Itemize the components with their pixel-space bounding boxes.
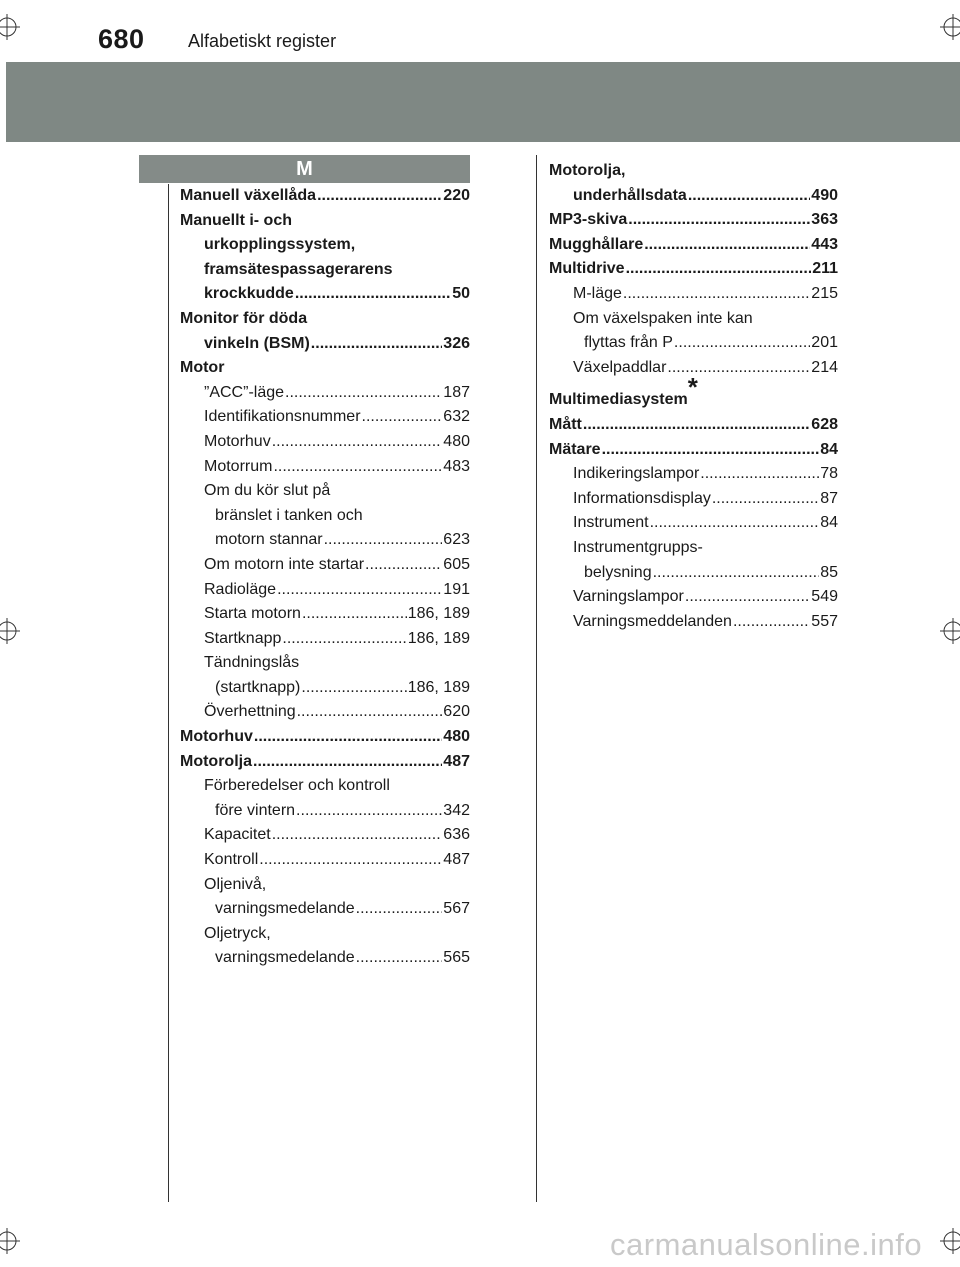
entry-page-number: 220 <box>443 187 470 204</box>
index-line: bränslet i tanken och <box>215 506 363 524</box>
entry-page-number: 326 <box>443 334 470 352</box>
entry-page-number: 186, 189 <box>407 605 470 623</box>
page-number: 680 <box>98 24 145 54</box>
entry-label: Kapacitet <box>204 826 271 844</box>
index-entry <box>549 462 838 487</box>
dot-leader <box>628 208 810 233</box>
index-line: Förberedelser och kontroll <box>204 777 390 795</box>
dot-leader <box>302 602 407 627</box>
index-line: Om växelspaken inte kan <box>573 309 753 327</box>
entry-label: Startknapp <box>204 629 282 647</box>
index-entry <box>180 184 470 209</box>
index-entry <box>180 430 470 455</box>
index-column-left <box>180 184 470 971</box>
entry-page-number: 605 <box>443 555 470 573</box>
index-line: Instrumentgrupps- <box>573 538 703 556</box>
entry-label: Mätare <box>549 440 601 458</box>
index-entry <box>180 282 470 307</box>
index-line: Monitor för döda <box>180 309 308 327</box>
index-entry <box>549 257 838 282</box>
entry-page-number: 187 <box>443 383 470 401</box>
entry-label: Varningsmeddelanden <box>573 612 732 630</box>
index-entry <box>549 585 838 610</box>
entry-page-number: 191 <box>443 580 470 598</box>
section-letter-bar <box>139 155 470 183</box>
index-entry <box>180 676 470 701</box>
index-column-right <box>549 159 838 634</box>
entry-page-number: 84 <box>820 514 838 532</box>
index-entry <box>180 627 470 652</box>
entry-page-number: 211 <box>812 260 838 278</box>
dot-leader <box>685 585 810 610</box>
index-entry <box>549 487 838 512</box>
index-entry <box>549 438 838 463</box>
index-entry <box>180 799 470 824</box>
index-entry <box>180 455 470 480</box>
entry-label: Multidrive <box>549 260 625 278</box>
index-entry <box>549 331 838 356</box>
header-banner <box>6 62 960 142</box>
index-heading <box>549 372 838 413</box>
entry-label: flyttas från P <box>584 334 673 352</box>
index-line: Motorolja, <box>549 162 626 179</box>
entry-label: varningsmedelande <box>215 949 355 967</box>
crop-mark-mid-left <box>0 618 20 644</box>
entry-page-number: 342 <box>443 801 470 819</box>
dot-leader <box>623 282 810 307</box>
entry-page-number: 620 <box>443 703 470 721</box>
index-line: Manuellt i- och <box>180 211 292 229</box>
right-column-rule <box>536 155 537 1202</box>
entry-page-number: 201 <box>811 334 838 352</box>
index-entry <box>180 553 470 578</box>
dot-leader <box>733 610 810 635</box>
index-entry <box>180 897 470 922</box>
index-entry <box>549 184 838 209</box>
page-header-title: Alfabetiskt register <box>188 31 337 51</box>
dot-leader <box>700 462 819 487</box>
entry-page-number: 557 <box>811 612 838 630</box>
entry-page-number: 78 <box>820 465 838 483</box>
dot-leader <box>356 897 443 922</box>
entry-page-number: 567 <box>443 900 470 918</box>
footnote-marker: * <box>687 372 698 403</box>
entry-page-number: 487 <box>443 851 470 869</box>
dot-leader <box>583 413 810 438</box>
index-line: urkopplingssystem, <box>204 236 356 254</box>
entry-label: belysning <box>584 563 652 581</box>
index-line: Tändningslås <box>204 654 300 672</box>
entry-page-number: 50 <box>452 285 470 303</box>
entry-page-number: 636 <box>443 826 470 844</box>
index-entry <box>180 750 470 775</box>
index-entry <box>180 332 470 357</box>
index-line: framsätespassagerarens <box>204 260 393 278</box>
entry-page-number: 186, 189 <box>407 629 470 647</box>
entry-label: Informationsdisplay <box>573 489 711 507</box>
entry-page-number: 628 <box>811 415 838 433</box>
dot-leader <box>282 627 406 652</box>
dot-leader <box>356 946 443 971</box>
index-line: Oljetryck, <box>204 924 271 942</box>
dot-leader <box>644 233 810 258</box>
entry-label: Om motorn inte startar <box>204 555 365 573</box>
entry-page-number: 483 <box>443 457 470 475</box>
entry-label: Motorrum <box>204 457 273 475</box>
entry-label: Växelpaddlar <box>573 358 667 376</box>
dot-leader <box>253 750 442 775</box>
entry-label: underhållsdata <box>573 186 687 204</box>
index-entry <box>549 208 838 233</box>
dot-leader <box>365 553 442 578</box>
left-column-rule <box>168 184 169 1202</box>
dot-leader <box>712 487 819 512</box>
index-line: Oljenivå, <box>204 875 267 893</box>
entry-page-number: 623 <box>443 531 470 549</box>
dot-leader <box>295 282 451 307</box>
crop-mark-mid-right <box>940 618 960 644</box>
entry-label: före vintern <box>215 801 296 819</box>
entry-label: varningsmedelande <box>215 900 355 918</box>
dot-leader <box>301 676 406 701</box>
dot-leader <box>272 430 443 455</box>
dot-leader <box>688 184 810 209</box>
entry-page-number: 490 <box>811 186 838 204</box>
entry-label: Instrument <box>573 514 649 532</box>
index-entry <box>549 233 838 258</box>
index-entry <box>180 528 470 553</box>
dot-leader <box>297 700 443 725</box>
entry-page-number: 214 <box>811 358 838 376</box>
dot-leader <box>285 381 442 406</box>
dot-leader <box>602 438 820 463</box>
dot-leader <box>272 823 443 848</box>
entry-page-number: 487 <box>443 752 470 770</box>
index-line: Motor <box>180 359 225 377</box>
entry-label: Motorhuv <box>180 728 253 746</box>
entry-page-number: 186, 189 <box>407 678 470 696</box>
dot-leader <box>674 331 810 356</box>
entry-label: Starta motorn <box>204 605 301 623</box>
index-entry <box>180 700 470 725</box>
index-entry <box>549 511 838 536</box>
entry-label: Identifikationsnummer <box>204 408 361 426</box>
crop-mark-top-right <box>940 14 960 40</box>
entry-label: Multimediasystem <box>549 391 688 409</box>
entry-label: Motorolja <box>180 752 252 770</box>
entry-page-number: 549 <box>811 588 838 606</box>
entry-label: vinkeln (BSM) <box>204 334 310 352</box>
entry-page-number: 632 <box>443 408 470 426</box>
entry-label: Manuell växellåda <box>180 187 317 204</box>
crop-mark-bottom-left <box>0 1228 20 1254</box>
dot-leader <box>653 561 820 586</box>
index-line: Om du kör slut på <box>204 482 331 500</box>
entry-label: ”ACC”-läge <box>204 383 285 401</box>
section-letter: M <box>296 157 313 180</box>
entry-page-number: 84 <box>820 440 838 458</box>
entry-label: Mått <box>549 415 582 433</box>
index-entry <box>180 946 470 971</box>
entry-page-number: 480 <box>443 728 470 746</box>
entry-page-number: 443 <box>811 235 838 253</box>
entry-label: MP3-skiva <box>549 211 628 229</box>
dot-leader <box>273 455 442 480</box>
entry-label: Varningslampor <box>573 588 684 606</box>
index-entry <box>549 561 838 586</box>
dot-leader <box>296 799 442 824</box>
entry-label: Indikeringslampor <box>573 465 700 483</box>
index-entry <box>180 823 470 848</box>
entry-label: Kontroll <box>204 851 259 869</box>
crop-mark-bottom-right <box>940 1228 960 1254</box>
dot-leader <box>324 528 443 553</box>
entry-label: krockkudde <box>204 285 294 303</box>
index-entry <box>549 282 838 307</box>
entry-label: Motorhuv <box>204 432 271 450</box>
index-entry <box>549 610 838 635</box>
index-entry <box>180 578 470 603</box>
index-entry <box>180 602 470 627</box>
entry-page-number: 85 <box>820 563 838 581</box>
dot-leader <box>650 511 820 536</box>
entry-label: M-läge <box>573 284 622 302</box>
entry-page-number: 480 <box>443 432 470 450</box>
crop-mark-top-left <box>0 14 20 40</box>
entry-label: Mugghållare <box>549 235 644 253</box>
entry-label: Radioläge <box>204 580 277 598</box>
dot-leader <box>362 405 443 430</box>
index-entry <box>180 381 470 406</box>
entry-label: motorn stannar <box>215 531 323 549</box>
dot-leader <box>311 332 443 357</box>
dot-leader <box>254 725 442 750</box>
index-entry <box>180 725 470 750</box>
entry-label: Överhettning <box>204 703 296 721</box>
entry-label: (startknapp) <box>215 678 301 696</box>
dot-leader <box>277 578 442 603</box>
dot-leader <box>626 257 812 282</box>
index-entry <box>180 405 470 430</box>
entry-page-number: 215 <box>811 284 838 302</box>
index-entry <box>549 413 838 438</box>
entry-page-number: 363 <box>811 211 838 229</box>
footer-watermark: carmanualsonline.info <box>610 1227 923 1262</box>
index-entry <box>180 848 470 873</box>
entry-page-number: 87 <box>820 489 838 507</box>
entry-page-number: 565 <box>443 949 470 967</box>
dot-leader <box>317 184 442 209</box>
dot-leader <box>259 848 442 873</box>
